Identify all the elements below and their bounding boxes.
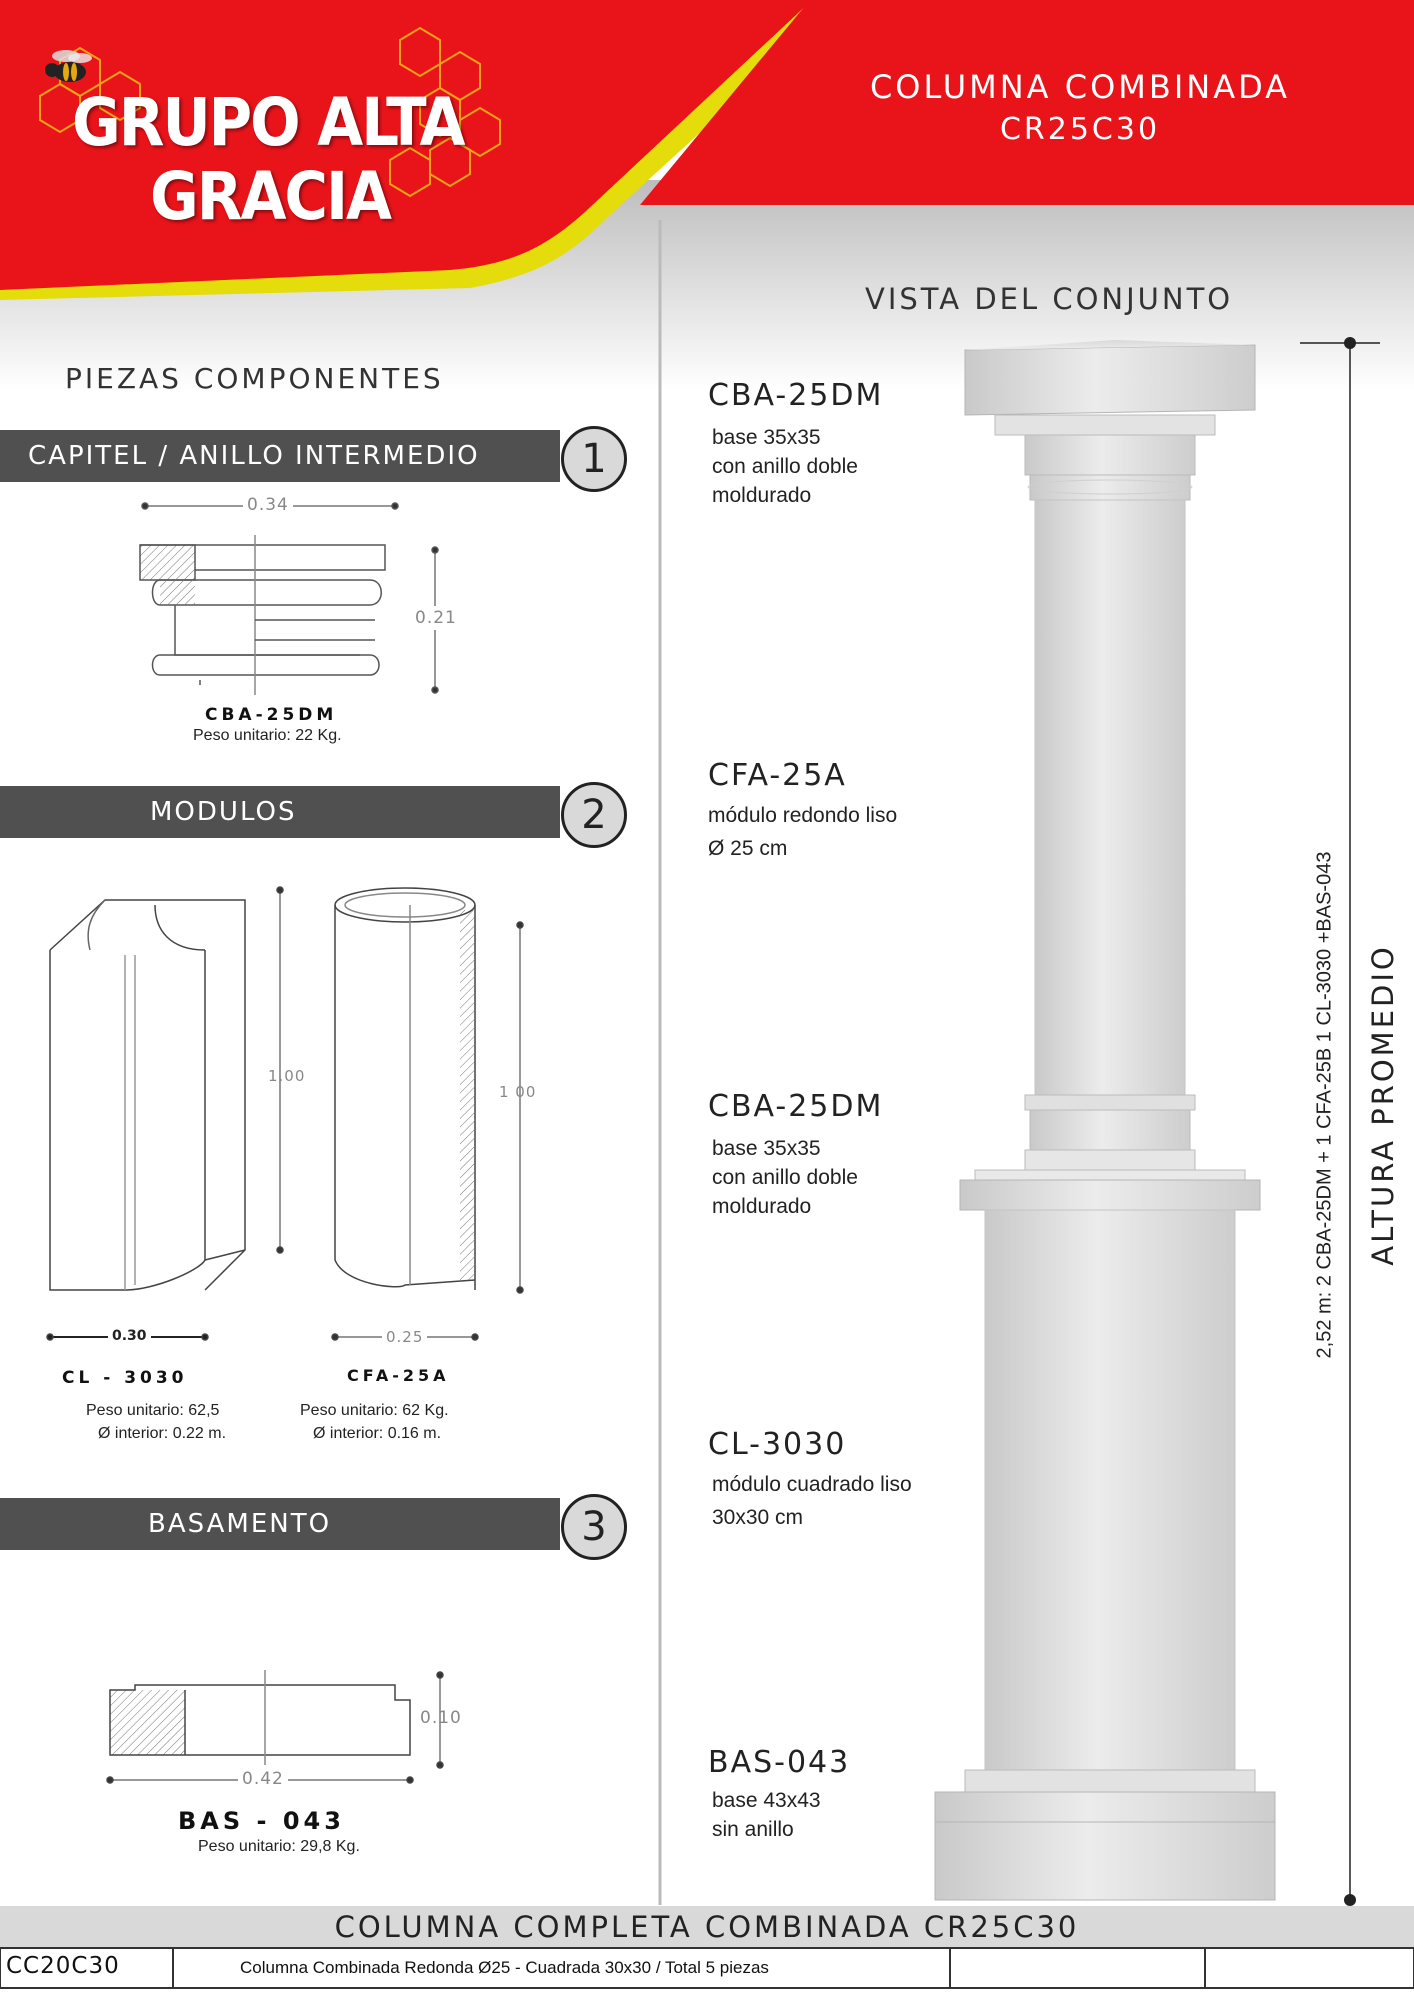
part-weight: Peso unitario: 22 Kg. <box>193 727 342 744</box>
part-desc-line: moldurado <box>712 484 812 507</box>
logo-line-2: GRACIA <box>150 158 391 235</box>
document-code: CR25C30 <box>999 112 1161 147</box>
part-code-label: BAS - 043 <box>178 1807 345 1835</box>
square-module-drawing <box>47 887 283 1340</box>
section-number-badge: 3 <box>561 1494 627 1560</box>
section-number-badge: 1 <box>561 426 627 492</box>
part-code: CL-3030 <box>708 1427 847 1462</box>
dimension-label: 0.21 <box>415 608 457 628</box>
part-desc-line: con anillo doble <box>712 1166 858 1189</box>
section-title: BASAMENTO <box>148 1509 332 1539</box>
assembly-heading: VISTA DEL CONJUNTO <box>865 282 1234 316</box>
dimension-label: 0.25 <box>382 1328 427 1346</box>
base-profile-drawing <box>107 1670 443 1783</box>
part-callout-intermediate-ring <box>708 1089 883 1221</box>
dimension-label: 0.42 <box>238 1769 288 1789</box>
part-callout-capital <box>708 378 883 510</box>
section-title: MODULOS <box>150 797 297 827</box>
round-module-drawing <box>332 888 523 1340</box>
part-callout-base <box>708 1745 850 1844</box>
part-code: BAS-043 <box>708 1745 851 1780</box>
section-bar-capital <box>0 430 560 482</box>
logo-line-1: GRUPO ALTA <box>72 84 464 161</box>
document-title: COLUMNA COMBINADA <box>869 68 1291 106</box>
capital-profile-drawing <box>140 503 438 695</box>
part-code-label: CBA-25DM <box>205 705 338 725</box>
section-bar-base <box>0 1498 560 1550</box>
part-code: CBA-25DM <box>708 1089 884 1124</box>
part-interior-diameter: Ø interior: 0.16 m. <box>313 1425 442 1442</box>
part-desc-line: módulo cuadrado liso <box>712 1473 912 1496</box>
part-desc-line: 30x30 cm <box>712 1506 804 1529</box>
dimension-label: 0.30 <box>108 1328 151 1344</box>
footer-title: COLUMNA COMPLETA COMBINADA CR25C30 <box>334 1910 1080 1944</box>
footer-product-code: CC20C30 <box>6 1953 120 1979</box>
part-desc-line: base 35x35 <box>712 426 821 449</box>
part-interior-diameter: Ø interior: 0.22 m. <box>98 1425 227 1442</box>
section-title: CAPITEL / ANILLO INTERMEDIO <box>28 441 480 471</box>
part-weight: Peso unitario: 62 Kg. <box>300 1402 449 1419</box>
section-bar-modules <box>0 786 560 838</box>
part-callout-square-module <box>708 1427 912 1532</box>
part-desc-line: base 43x43 <box>712 1789 821 1812</box>
column-rendering <box>935 340 1275 1900</box>
dimension-label: 1 00 <box>499 1083 537 1101</box>
part-callout-round-module <box>708 758 897 863</box>
components-heading: PIEZAS COMPONENTES <box>65 362 444 395</box>
part-desc-line: base 35x35 <box>712 1137 821 1160</box>
part-code-label: CFA-25A <box>347 1366 450 1385</box>
part-desc-line: moldurado <box>712 1195 812 1218</box>
dimension-label: 1.00 <box>268 1067 306 1085</box>
part-desc-line: Ø 25 cm <box>708 837 788 860</box>
part-desc-line: sin anillo <box>712 1818 794 1841</box>
part-weight: Peso unitario: 29,8 Kg. <box>198 1838 360 1855</box>
part-code: CFA-25A <box>708 758 847 793</box>
part-weight: Peso unitario: 62,5 <box>86 1402 220 1419</box>
footer-description: Columna Combinada Redonda Ø25 - Cuadrada 30x30 / Total 5 piezas <box>240 1958 769 1977</box>
part-code: CBA-25DM <box>708 378 884 413</box>
part-desc-line: con anillo doble <box>712 455 858 478</box>
part-code-label: CL - 3030 <box>62 1368 188 1388</box>
dimension-label: 0.34 <box>243 495 293 515</box>
section-number-badge: 2 <box>561 782 627 848</box>
part-desc-line: módulo redondo liso <box>708 804 898 827</box>
dimension-label: 0.10 <box>420 1708 462 1728</box>
logo <box>30 40 490 240</box>
